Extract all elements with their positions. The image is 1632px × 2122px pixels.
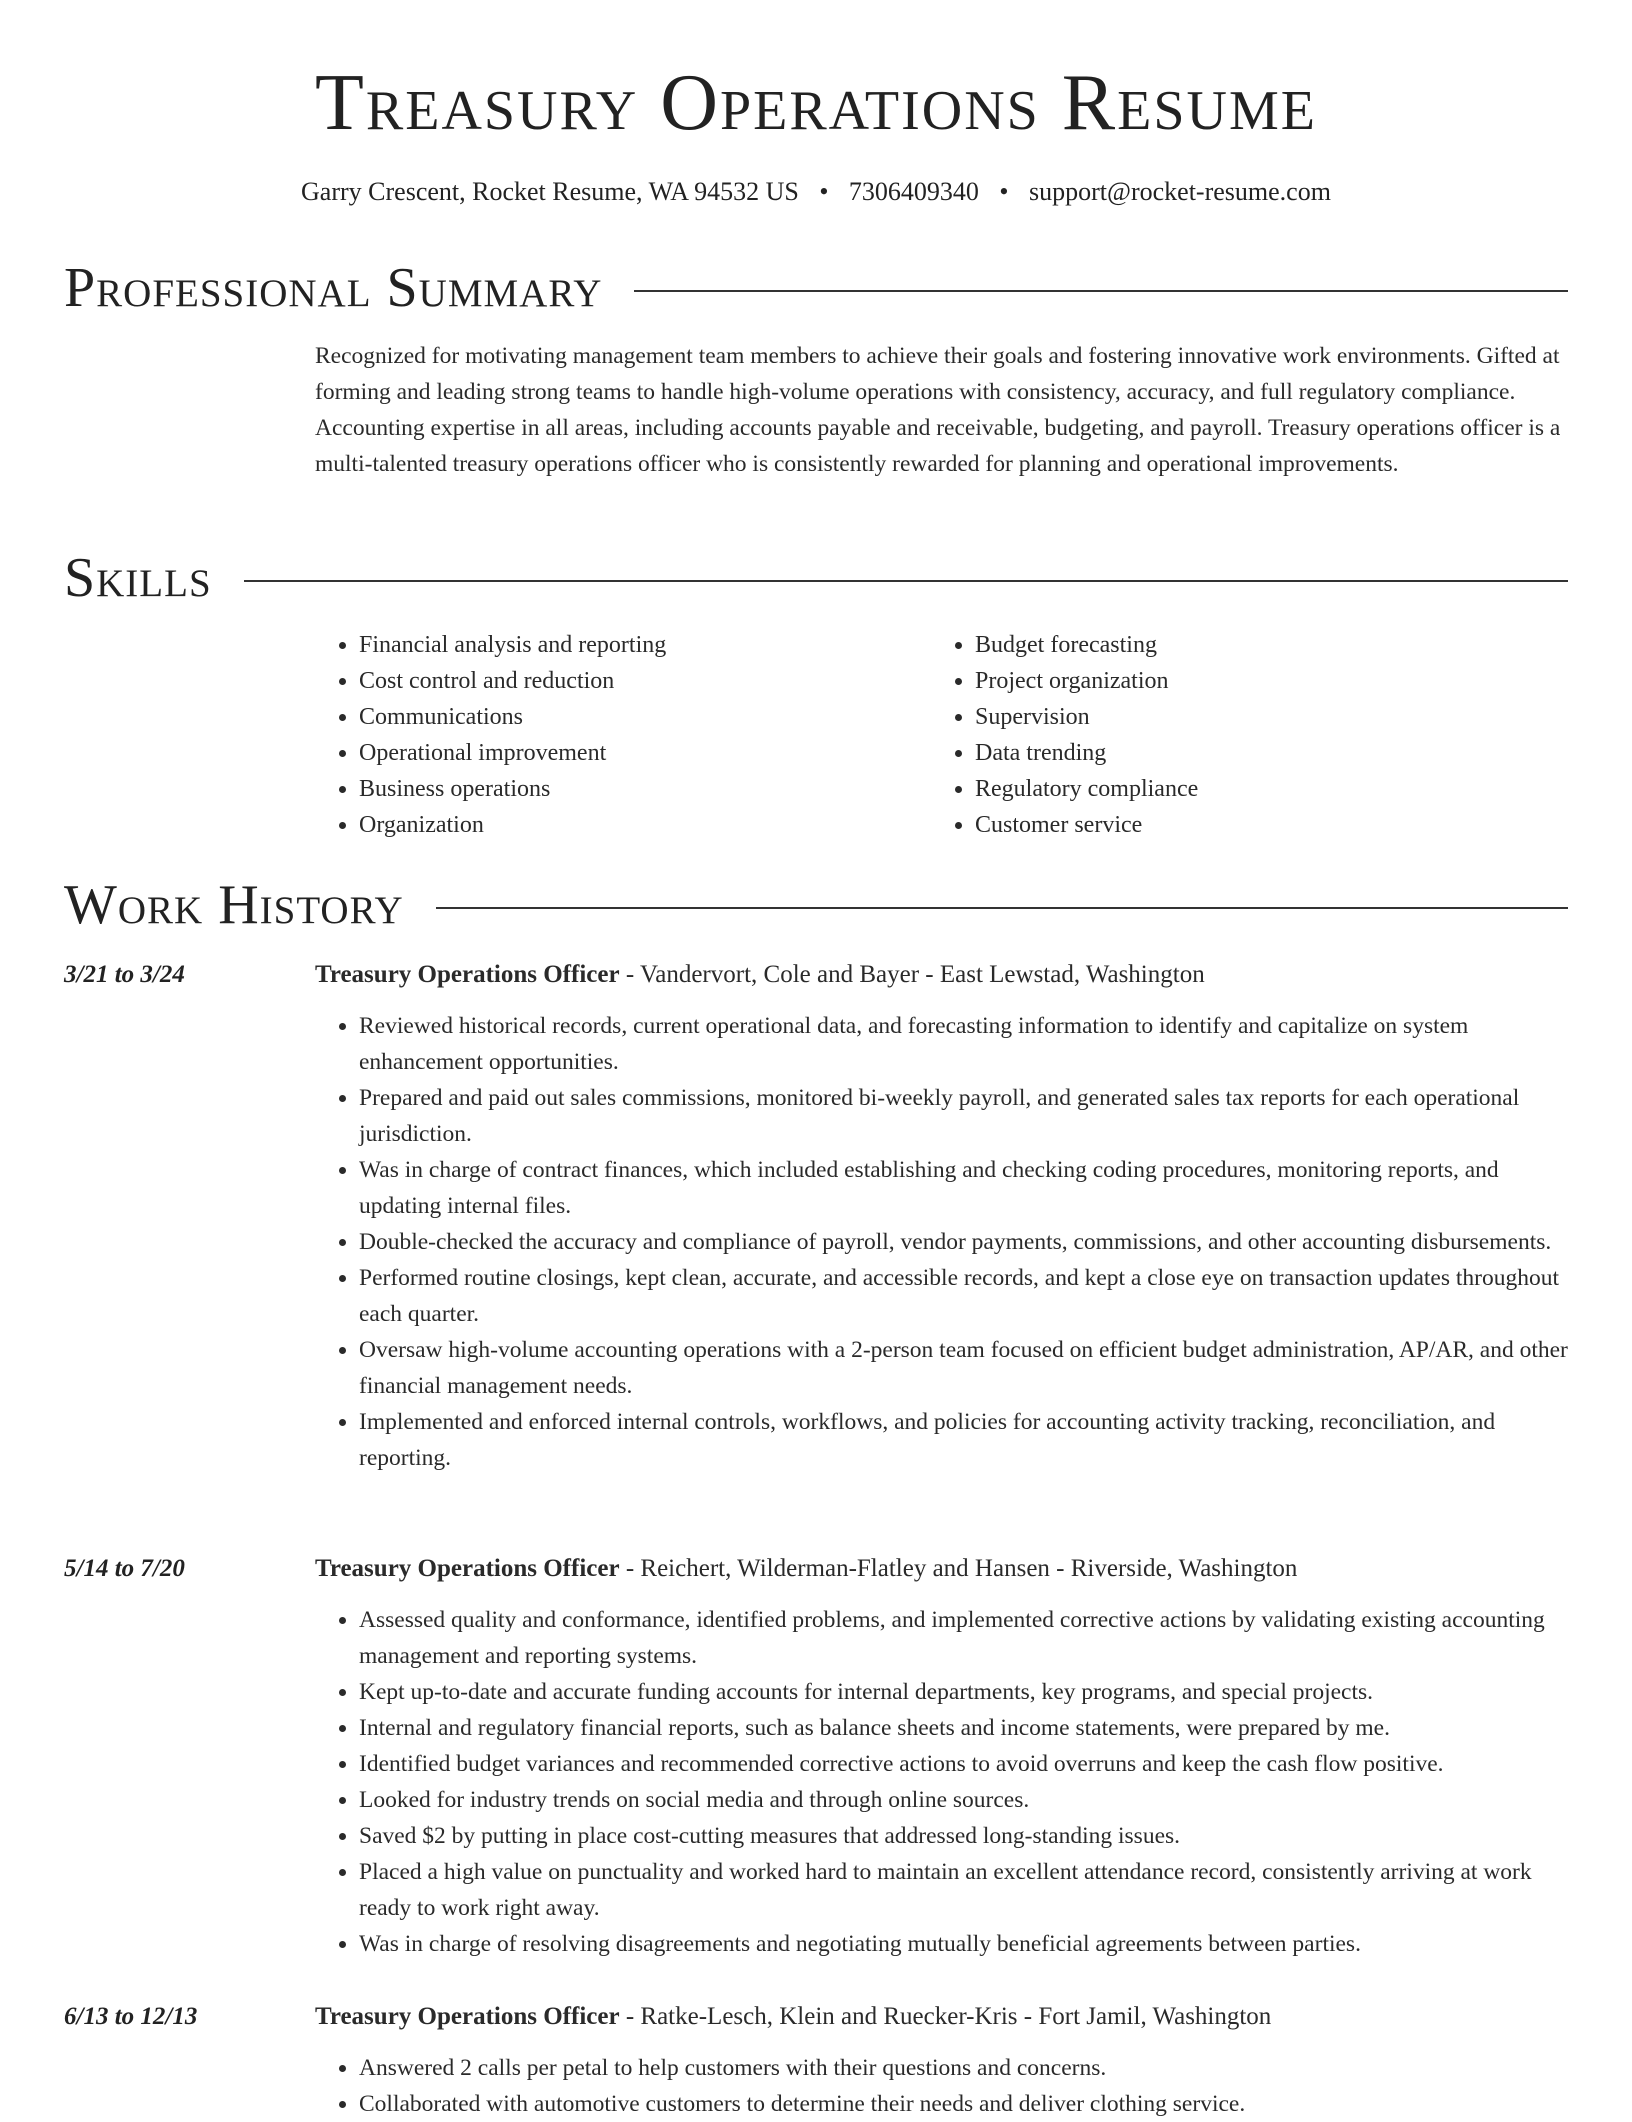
duty-item: • Identified budget variances and recommended corrective actions to avoid overruns and keep the cash flow positive. [359, 1746, 1568, 1782]
skill-item: • Business operations [359, 771, 931, 807]
duty-item: • Placed a high value on punctuality and worked hard to maintain an excellent attendance record, consistently arriving at work ready to work right away. [359, 1854, 1568, 1926]
duty-item: • Oversaw high-volume accounting operations with a 2-person team focused on efficient budget administration, AP/AR, and other financial management needs. [359, 1332, 1568, 1404]
contact-phone: 7306409340 [848, 177, 979, 206]
contact-address: Garry Crescent, Rocket Resume, WA 94532 US [301, 177, 799, 206]
skill-item: • Financial analysis and reporting [359, 627, 931, 663]
duty-item: • Kept up-to-date and accurate funding accounts for internal departments, key programs, and special projects. [359, 1674, 1568, 1710]
skill-item: • Project organization [975, 663, 1547, 699]
skill-item: • Organization [359, 807, 931, 843]
skill-item: • Customer service [975, 807, 1547, 843]
skill-item: • Regulatory compliance [975, 771, 1547, 807]
contact-separator: • [999, 177, 1009, 206]
duty-item: • Looked for industry trends on social media and through online sources. [359, 1782, 1568, 1818]
duty-item: • Reviewed historical records, current operational data, and forecasting information to identify and capitalize on system enhancement opportunities. [359, 1008, 1568, 1080]
duty-item: • Double-checked the accuracy and compliance of payroll, vendor payments, commissions, and other accounting disbursements. [359, 1224, 1568, 1260]
job-role: Treasury Operations Officer [315, 2003, 620, 2030]
duty-item: • Internal and regulatory financial reports, such as balance sheets and income statements, were prepared by me. [359, 1710, 1568, 1746]
work-section-header [64, 870, 1568, 940]
job-header [315, 1999, 1568, 2035]
job-employer: - Ratke-Lesch, Klein and Ruecker-Kris - Fort Jamil, Washington [619, 2003, 1272, 2030]
job-header [315, 1551, 1568, 1587]
job-date: 6/13 to 12/13 [64, 2003, 198, 2030]
duty-item: • Implemented and enforced internal controls, workflows, and policies for accounting activity tracking, reconciliation, and reporting. [359, 1404, 1568, 1476]
work-heading: Work History [64, 874, 404, 936]
skills-section-header [64, 543, 1568, 613]
skill-item: • Communications [359, 699, 931, 735]
skills-column-right [931, 627, 1547, 843]
duty-item: • Prepared and paid out sales commissions, monitored bi-weekly payroll, and generated sales tax reports for each operational jurisdiction. [359, 1080, 1568, 1152]
job-duties [315, 1602, 1568, 1962]
job-role: Treasury Operations Officer [315, 961, 620, 988]
job-header [315, 957, 1568, 993]
skills-column-left [315, 627, 931, 843]
skill-item: • Data trending [975, 735, 1547, 771]
skill-item: • Supervision [975, 699, 1547, 735]
skill-item: • Budget forecasting [975, 627, 1547, 663]
job-role: Treasury Operations Officer [315, 1555, 620, 1582]
duty-item: • Performed routine closings, kept clean, accurate, and accessible records, and kept a close eye on transaction updates throughout each quarter. [359, 1260, 1568, 1332]
section-divider [634, 290, 1568, 292]
skill-item: • Cost control and reduction [359, 663, 931, 699]
summary-heading: Professional Summary [64, 257, 603, 319]
duty-item: • Saved $2 by putting in place cost-cutting measures that addressed long-standing issues. [359, 1818, 1568, 1854]
job-duties [315, 1008, 1568, 1476]
skill-item: • Operational improvement [359, 735, 931, 771]
skills-list [315, 627, 1568, 843]
section-divider [436, 907, 1568, 909]
skills-heading: Skills [64, 547, 212, 609]
contact-line [0, 175, 1632, 209]
contact-separator: • [819, 177, 829, 206]
job-employer: - Reichert, Wilderman-Flatley and Hansen - Riverside, Washington [619, 1555, 1298, 1582]
contact-email: support@rocket-resume.com [1029, 177, 1331, 206]
summary-section-header [64, 253, 1568, 323]
summary-text: Recognized for motivating management team members to achieve their goals and fostering innovative work environments. Gifted at forming and leading strong teams to handle high-volume operations with consistency, accuracy, and full regulatory compliance. Accounting expertise in all areas, including accounts payable and receivable, budgeting, and payroll. Treasury operations officer is a multi-talented treasury operations officer who is consistently rewarded for planning and operational improvements. [315, 343, 1561, 477]
resume-title: Treasury Operations Resume [315, 59, 1317, 147]
job-date: 3/21 to 3/24 [64, 961, 185, 988]
duty-item: • Was in charge of contract finances, which included establishing and checking coding procedures, monitoring reports, and updating internal files. [359, 1152, 1568, 1224]
section-divider [244, 580, 1568, 582]
job-date: 5/14 to 7/20 [64, 1555, 185, 1582]
duty-item: • Collaborated with automotive customers to determine their needs and deliver clothing service. [359, 2086, 1568, 2122]
job-employer: - Vandervort, Cole and Bayer - East Lewstad, Washington [619, 961, 1205, 988]
duty-item: • Assessed quality and conformance, identified problems, and implemented corrective actions by validating existing accounting management and reporting systems. [359, 1602, 1568, 1674]
duty-item: • Was in charge of resolving disagreements and negotiating mutually beneficial agreements between parties. [359, 1926, 1568, 1962]
job-duties [315, 2050, 1568, 2122]
duty-item: • Answered 2 calls per petal to help customers with their questions and concerns. [359, 2050, 1568, 2086]
